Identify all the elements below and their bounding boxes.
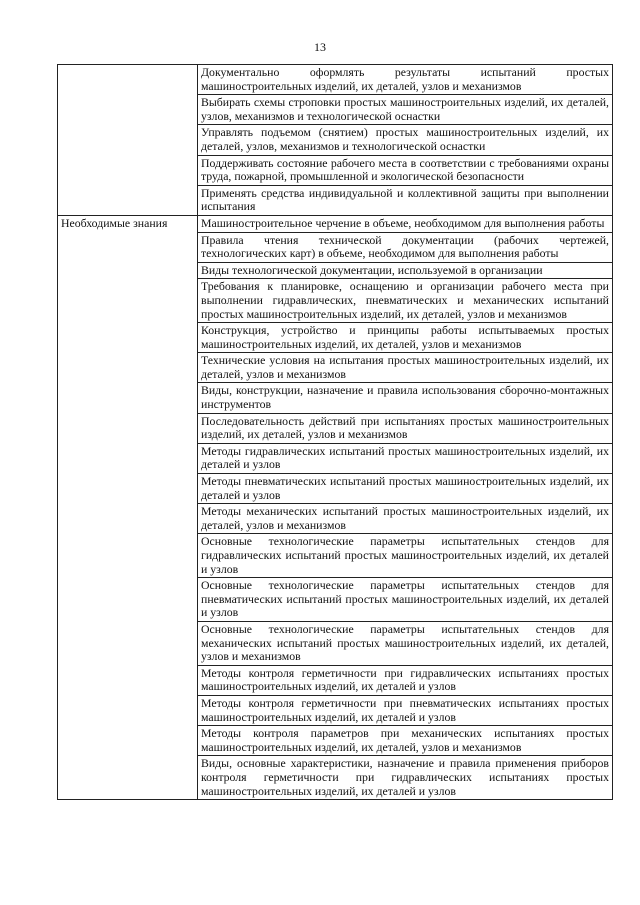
skill-item-cell — [198, 65, 613, 95]
skill-item-text: Применять средства индивидуальной и коллективной защиты при выполнении испытания — [201, 185, 609, 214]
knowledge-item-cell — [198, 262, 613, 279]
knowledge-item-cell — [198, 621, 613, 665]
knowledge-item-cell — [198, 215, 613, 232]
knowledge-item-cell — [198, 323, 613, 353]
knowledge-item-text: Виды, основные характеристики, назначение и правила применения приборов контроля герметичности при гидравлических испытаниях простых машиностроительных изделий, их деталей и узлов — [201, 756, 609, 798]
requirements-table — [57, 64, 613, 800]
knowledge-item-cell — [198, 756, 613, 800]
skill-item-text: Документально оформлять результаты испытаний простых машиностроительных изделий, их деталей, узлов и механизмов — [201, 65, 609, 93]
knowledge-item-cell — [198, 504, 613, 534]
knowledge-item-cell — [198, 578, 613, 622]
knowledge-item-text: Методы гидравлических испытаний простых машиностроительных изделий, их деталей и узлов — [201, 443, 609, 472]
table-row — [58, 215, 613, 232]
skills-label-cell — [58, 65, 198, 216]
skill-item-text: Выбирать схемы строповки простых машиностроительных изделий, их деталей, узлов, механизмов и технологической оснастки — [201, 95, 609, 123]
knowledge-item-cell — [198, 353, 613, 383]
knowledge-item-text: Правила чтения технической документации (рабочих чертежей, технологических карт) в объеме, необходимом для выполнения работы — [201, 232, 609, 261]
skill-item-cell — [198, 185, 613, 215]
knowledge-item-cell — [198, 665, 613, 695]
knowledge-item-text: Основные технологические параметры испытательных стендов для гидравлических испытаний простых машиностроительных изделий, их деталей и узлов — [201, 534, 609, 576]
knowledge-item-cell — [198, 383, 613, 413]
knowledge-item-cell — [198, 443, 613, 473]
knowledge-item-cell — [198, 695, 613, 725]
knowledge-item-text: Методы контроля герметичности при пневматических испытаниях простых машиностроительных изделий, их деталей и узлов — [201, 695, 609, 724]
knowledge-item-text: Требования к планировке, оснащению и организации рабочего места при выполнении гидравлических, пневматических и механических испытаний простых машиностроительных изделий, их деталей, узлов и механизмов — [201, 279, 609, 321]
knowledge-item-cell — [198, 413, 613, 443]
knowledge-label: Необходимые знания — [61, 215, 168, 230]
knowledge-item-cell — [198, 474, 613, 504]
skill-item-cell — [198, 155, 613, 185]
knowledge-item-cell — [198, 534, 613, 578]
knowledge-item-text: Виды технологической документации, используемой в организации — [201, 262, 543, 277]
knowledge-item-text: Технические условия на испытания простых машиностроительных изделий, их деталей, узлов и механизмов — [201, 353, 609, 381]
knowledge-item-text: Методы пневматических испытаний простых машиностроительных изделий, их деталей и узлов — [201, 474, 609, 502]
knowledge-item-text: Машиностроительное черчение в объеме, необходимом для выполнения работы — [201, 215, 605, 230]
skill-item-text: Управлять подъемом (снятием) простых машиностроительных изделий, их деталей, узлов, механизмов и технологической оснастки — [201, 125, 609, 153]
knowledge-item-cell — [198, 726, 613, 756]
knowledge-item-text: Основные технологические параметры испытательных стендов для механических испытаний простых машиностроительных изделий, их деталей, узлов и механизмов — [201, 621, 609, 664]
knowledge-item-text: Методы контроля герметичности при гидравлических испытаниях простых машиностроительных изделий, их деталей и узлов — [201, 665, 609, 694]
skill-item-cell — [198, 125, 613, 155]
requirements-table-body — [58, 65, 613, 800]
page-number: 13 — [314, 40, 326, 54]
skill-item-cell — [198, 95, 613, 125]
knowledge-item-text: Последовательность действий при испытаниях простых машиностроительных изделий, их деталей, узлов и механизмов — [201, 413, 609, 442]
table-row — [58, 65, 613, 95]
knowledge-item-text: Основные технологические параметры испытательных стендов для пневматических испытаний простых машиностроительных изделий, их деталей и узлов — [201, 578, 609, 620]
knowledge-item-text: Конструкция, устройство и принципы работы испытываемых простых машиностроительных изделий, их деталей, узлов и механизмов — [201, 323, 609, 351]
knowledge-item-text: Виды, конструкции, назначение и правила использования сборочно-монтажных инструментов — [201, 383, 609, 412]
knowledge-item-cell — [198, 279, 613, 323]
knowledge-item-text: Методы механических испытаний простых машиностроительных изделий, их деталей, узлов и механизмов — [201, 504, 609, 532]
knowledge-label-cell — [58, 215, 198, 799]
knowledge-item-text: Методы контроля параметров при механических испытаниях простых машиностроительных изделий, их деталей, узлов и механизмов — [201, 726, 609, 754]
knowledge-item-cell — [198, 232, 613, 262]
skill-item-text: Поддерживать состояние рабочего места в соответствии с требованиями охраны труда, пожарной, промышленной и экологической безопасности — [201, 155, 609, 184]
